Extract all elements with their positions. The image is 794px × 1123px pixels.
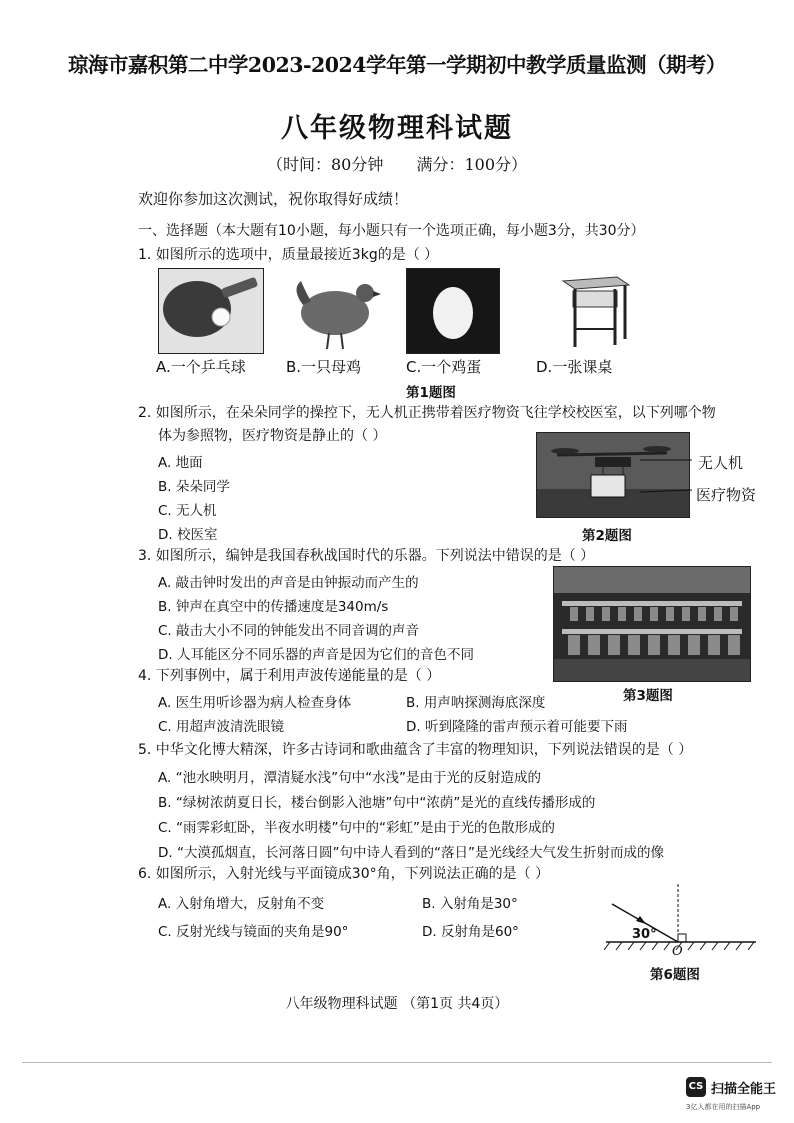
q6-stem: 6. 如图所示，入射光线与平面镜成30°角，下列说法正确的是（ ）: [138, 866, 550, 882]
q2-option-d: D. 校医室: [158, 527, 218, 543]
q2-option-a: A. 地面: [158, 455, 203, 471]
greeting: 欢迎你参加这次测试，祝你取得好成绩！: [138, 190, 409, 208]
q2-stem-line2: 体为参照物，医疗物资是静止的（ ）: [158, 428, 387, 444]
desk-image: [554, 268, 636, 354]
q2-caption: 第2题图: [582, 528, 632, 544]
q4-option-c: C. 用超声波清洗眼镜: [158, 719, 285, 735]
q6-option-a: A. 入射角增大，反射角不变: [158, 896, 325, 912]
q5-stem: 5. 中华文化博大精深，许多古诗词和歌曲蕴含了丰富的物理知识，下列说法错误的是（ ）: [138, 742, 693, 758]
q4-option-a: A. 医生用听诊器为病人检查身体: [158, 695, 352, 711]
q1-stem: 1. 如图所示的选项中，质量最接近3kg的是（ ）: [138, 247, 439, 263]
q2-option-b: B. 朵朵同学: [158, 479, 230, 495]
page-footer: 八年级物理科试题 （第1页 共4页）: [285, 996, 509, 1012]
q1-caption: 第1题图: [406, 385, 456, 401]
q3-option-a: A. 敲击钟时发出的声音是由钟振动而产生的: [158, 575, 419, 591]
q2-supply-label: 医疗物资: [696, 486, 757, 504]
q5-option-c: C. “雨霁彩虹卧，半夜水明楼”句中的“彩虹”是由于光的色散形成的: [158, 820, 555, 836]
egg-image: [406, 268, 500, 354]
scanner-app-name: 扫描全能王: [711, 1082, 777, 1097]
q6-point-label: O: [672, 944, 683, 959]
q4-stem: 4. 下列事例中，属于利用声波传递能量的是（ ）: [138, 668, 441, 684]
hen-image: [282, 268, 384, 354]
q4-option-b: B. 用声呐探测海底深度: [406, 695, 546, 711]
q2-drone-label: 无人机: [698, 454, 744, 472]
exam-score: 满分：100分）: [416, 155, 527, 174]
q1-label-c: C.一个鸡蛋: [406, 358, 482, 376]
q1-label-a: A.一个乒乓球: [156, 358, 246, 376]
page-title: 八年级物理科试题: [281, 113, 513, 144]
q2-stem-line1: 2. 如图所示，在朵朵同学的操控下，无人机正携带着医疗物资飞往学校校医室，以下列哪个物: [138, 405, 716, 421]
q5-option-d: D. “大漠孤烟直，长河落日圆”句中诗人看到的“落日”是光线经大气发生折射而成的像: [158, 845, 664, 861]
q6-option-c: C. 反射光线与镜面的夹角是90°: [158, 924, 349, 940]
q6-angle-label: 30°: [632, 927, 657, 942]
q6-option-b: B. 入射角是30°: [422, 896, 518, 912]
q1-label-d: D.一张课桌: [536, 358, 613, 376]
ping-pong-image: [158, 268, 264, 354]
exam-header: 琼海市嘉积第二中学2023-2024学年第一学期初中教学质量监测（期考）: [67, 53, 727, 77]
scanner-tagline: 3亿人都在用的扫描App: [686, 1103, 761, 1111]
q3-stem: 3. 如图所示，编钟是我国春秋战国时代的乐器。下列说法中错误的是（ ）: [138, 548, 595, 564]
q3-option-d: D. 人耳能区分不同乐器的声音是因为它们的音色不同: [158, 647, 474, 663]
divider: [22, 1062, 772, 1063]
exam-time: （时间：80分钟: [266, 155, 384, 174]
q1-label-b: B.一只母鸡: [286, 358, 362, 376]
q3-option-c: C. 敲击大小不同的钟能发出不同音调的声音: [158, 623, 420, 639]
q3-option-b: B. 钟声在真空中的传播速度是340m/s: [158, 599, 389, 615]
q5-option-a: A. “池水映明月，潭清疑水浅”句中“水浅”是由于光的反射造成的: [158, 770, 542, 786]
q3-caption: 第3题图: [623, 688, 673, 704]
q4-option-d: D. 听到隆隆的雷声预示着可能要下雨: [406, 719, 628, 735]
q2-leader-lines: [640, 452, 700, 502]
bianzhong-image: [553, 566, 751, 682]
camscanner-logo-icon: CS: [686, 1077, 706, 1097]
section-heading: 一、选择题（本大题有10小题，每小题只有一个选项正确，每小题3分，共30分）: [138, 223, 645, 239]
q2-option-c: C. 无人机: [158, 503, 217, 519]
q5-option-b: B. “绿树浓荫夏日长，楼台倒影入池塘”句中“浓荫”是光的直线传播形成的: [158, 795, 596, 811]
q6-caption: 第6题图: [650, 967, 700, 983]
q6-option-d: D. 反射角是60°: [422, 924, 519, 940]
exam-meta: [0, 152, 794, 175]
